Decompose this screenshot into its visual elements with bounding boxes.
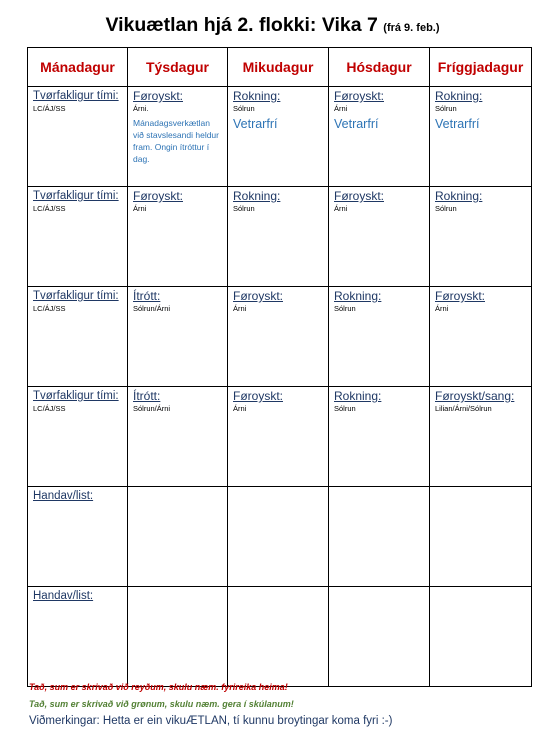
subject-label: Føroyskt:	[133, 89, 183, 103]
teacher-initials: LC/ÁJ/SS	[33, 204, 66, 213]
subject-label: Rokning:	[233, 89, 281, 103]
schedule-cell	[329, 187, 430, 287]
title-sub: (frá 9. feb.)	[383, 22, 440, 34]
schedule-cell	[329, 487, 430, 587]
subject-label: Rokning:	[233, 189, 281, 203]
teacher-initials: Sólrun	[435, 104, 457, 113]
schedule-cell	[28, 387, 128, 487]
teacher-initials: Sólrun/Árni	[133, 304, 171, 313]
schedule-cell	[329, 387, 430, 487]
schedule-row	[28, 87, 532, 187]
schedule-cell	[329, 587, 430, 687]
schedule-cell	[430, 587, 532, 687]
schedule-row	[28, 487, 532, 587]
subject-label: Handav/list:	[33, 590, 94, 602]
schedule-row	[28, 587, 532, 687]
subject-label: Tvørfakligur tími:	[33, 290, 119, 302]
subject-label: Rokning:	[435, 89, 483, 103]
day-header: Fríggjadagur	[430, 48, 532, 87]
schedule-body	[28, 87, 532, 687]
schedule-cell	[430, 387, 532, 487]
subject-label: Tvørfakligur tími:	[33, 190, 119, 202]
schedule-cell	[28, 487, 128, 587]
day-header: Týsdagur	[128, 48, 228, 87]
schedule-cell	[430, 487, 532, 587]
teacher-initials: LC/ÁJ/SS	[33, 404, 66, 413]
subject-label: Rokning:	[334, 389, 382, 403]
schedule-cell	[228, 387, 329, 487]
day-header-row	[28, 48, 532, 87]
subject-label: Føroyskt:	[435, 289, 485, 303]
schedule-row	[28, 187, 532, 287]
schedule-cell	[128, 87, 228, 187]
teacher-initials: Sólrun	[233, 204, 255, 213]
schedule-cell	[228, 587, 329, 687]
subject-label: Ítrótt:	[133, 389, 161, 403]
lesson-note: Mánadagsverkætlan við stavslesandi heldur fram. Ongin ítróttur í dag.	[133, 118, 219, 164]
subject-label: Ítrótt:	[133, 289, 161, 303]
teacher-initials: Sólrun	[334, 304, 356, 313]
schedule-cell	[228, 487, 329, 587]
schedule-cell	[128, 587, 228, 687]
schedule-cell	[329, 87, 430, 187]
teacher-initials: Árni	[233, 304, 247, 313]
teacher-initials: Árni	[334, 204, 348, 213]
teacher-initials: Árni	[133, 204, 147, 213]
holiday-label: Vetrarfrí	[435, 117, 480, 131]
remarks-note: Viðmerkingar: Hetta er ein vikuÆTLAN, tí kunnu broytingar koma fyri :-)	[29, 715, 393, 727]
teacher-initials: Sólrun	[334, 404, 356, 413]
schedule-row	[28, 387, 532, 487]
schedule-cell	[128, 187, 228, 287]
schedule-cell	[430, 287, 532, 387]
page-title	[0, 14, 545, 37]
holiday-label: Vetrarfrí	[334, 117, 379, 131]
subject-label: Rokning:	[334, 289, 382, 303]
schedule-cell	[128, 387, 228, 487]
schedule-row	[28, 287, 532, 387]
subject-label: Føroyskt:	[334, 189, 384, 203]
title-main: Vikuætlan hjá 2. flokki: Vika 7	[105, 14, 378, 36]
subject-label: Føroyskt:	[233, 389, 283, 403]
subject-label: Føroyskt:	[133, 189, 183, 203]
schedule-cell	[28, 287, 128, 387]
weekly-schedule-table	[27, 47, 532, 687]
subject-label: Tvørfakligur tími:	[33, 390, 119, 402]
holiday-label: Vetrarfrí	[233, 117, 278, 131]
subject-label: Rokning:	[435, 189, 483, 203]
day-header: Hósdagur	[329, 48, 430, 87]
subject-label: Føroyskt:	[334, 89, 384, 103]
schedule-cell	[28, 587, 128, 687]
schedule-cell	[430, 187, 532, 287]
teacher-initials: Árni	[435, 304, 449, 313]
schedule-cell	[128, 487, 228, 587]
day-header: Mánadagur	[28, 48, 128, 87]
teacher-initials: Árni	[233, 404, 247, 413]
teacher-initials: Árni	[334, 104, 348, 113]
schedule-cell	[329, 287, 430, 387]
schedule-cell	[430, 87, 532, 187]
teacher-initials: Árni.	[133, 104, 149, 113]
schedule-cell	[228, 187, 329, 287]
schedule-cell	[128, 287, 228, 387]
teacher-initials: LC/ÁJ/SS	[33, 304, 66, 313]
teacher-initials: LC/ÁJ/SS	[33, 104, 66, 113]
subject-label: Handav/list:	[33, 490, 94, 502]
subject-label: Føroyskt:	[233, 289, 283, 303]
teacher-initials: Sólrun	[435, 204, 457, 213]
teacher-initials: Lilian/Árni/Sólrun	[435, 404, 492, 413]
schedule-cell	[28, 87, 128, 187]
teacher-initials: Sólrun	[233, 104, 255, 113]
schedule-cell	[28, 187, 128, 287]
subject-label: Føroyskt/sang:	[435, 389, 515, 403]
classwork-note-green: Tað, sum er skrivað við grønum, skulu næm. gera í skúlanum!	[29, 699, 294, 709]
day-header: Mikudagur	[228, 48, 329, 87]
schedule-cell	[228, 287, 329, 387]
teacher-initials: Sólrun/Árni	[133, 404, 171, 413]
subject-label: Tvørfakligur tími:	[33, 90, 119, 102]
homework-note-red: Tað, sum er skrivað við reyðum, skulu næm. fyrireika heima!	[29, 682, 288, 692]
schedule-cell	[228, 87, 329, 187]
